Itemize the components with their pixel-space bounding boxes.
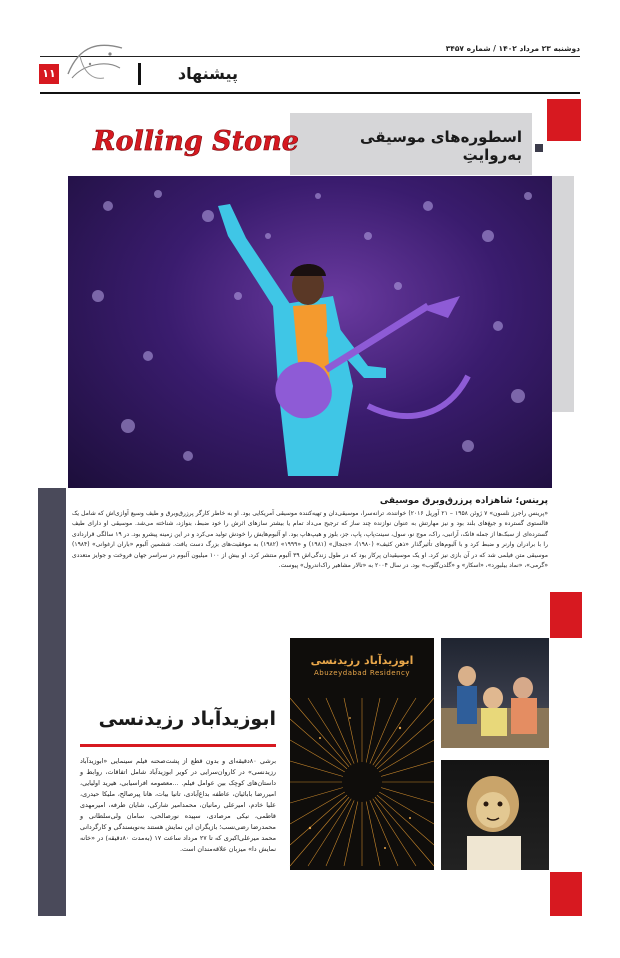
prince-article-heading: پرینس؛ شاهزاده پرزرق‌وبرق موسیقی	[379, 496, 548, 506]
film-title-underline	[80, 744, 276, 747]
stage-photo-lion-mask	[441, 760, 549, 870]
prince-article-body: «پرینس راجرز نلسون» ۷ ژوئن ۱۹۵۸ – ۲۱ آوریل ۲۰۱۶) خواننده، ترانه‌سرا، موسیقی‌دان و تهیه‌کننده موسیقی آمریکایی بود. او به خاطر کارگر پرزرق‌وبرق و طیف وسیع آوازی‌اش که شامل یک فالستوی گسترده و جیغ‌های بلند بود و نیز مهارتش به عنوان نوازنده چند ساز که ترجیح می‌داد تمام یا بیشتر سازهای اثرش را خود ضبط، بنوازد، شناخته می‌شد. موسیقی او دارای طیف گسترده‌ای از سبک‌ها از جمله فانک، آرانبی، راک، موج نو، سول، سینت‌پاپ، پاپ، جز، بلوز و هیپ‌هاپ بود. او آلبوم‌هایش را خودش تولید می‌کرد و در این زمینه پیشرو بود. در ۱۹ سالگی قراردادی را با برادران وارنر و ضبط کرد و با آلبوم‌های تأثیرگذار «ذهن کثیف» (۱۹۸۰)، «جنجال» (۱۹۸۱) و «۱۹۹۹» (۱۹۸۲) به موفقیت‌های بزرگ دست یافت. ششمین آلبوم «باران ارغوانی» (۱۹۸۴) موسیقی متن فیلمی شد که در آن بازی نیز کرد. او یک موسیقیدان پرکار بود که در طول زندگی‌اش ۳۹ آلبوم منتشر کرد. او بیش از ۱۰۰ میلیون آلبوم در سراسر جهان فروخت و جوایز متعددی «گرمی»، «نماد بیلبورد»، «اسکار» و «گلدن‌گلوب» بود. در سال ۲۰۰۴ به «تالار مشاهیر راک‌اندرول» پیوست.	[72, 510, 548, 570]
poster-subtitle: Abuzeydabad Residency	[313, 669, 411, 677]
red-accent-block	[547, 99, 581, 141]
film-article-body: برشی ۸۰دقیقه‌ای و بدون قطع از پشت‌صحنه فیلم سینمایی «ابوزیدآباد رزیدنسی» در کاروان‌سرایی در کویر ابوزیدآباد شامل اتفاقات، روابط و داستان‌های کوچک بین عوامل فیلم. ...معصومه افراسیابی، هیرید اولیایی، امیررضا بابائیان، عاطفه بداغ‌آبادی، تانیا بیات، هانا پیرصالح، ملیکا حیدری، علیا خادم، امیرعلی رمانیان، محمدامیر شارکی، شایان طرفه، امیرمهدی قاطمی، نیکی مرصادی، سپیده نورصالحی، سامان ولی‌سلطانی و محمدرضا رضی‌نسب؛ بازیگران این نمایش هستند به‌نویسندگی و کارگردانی محمد میرعلی‌اکبری که تا ۲۷ مرداد ساعت ۱۷ (به‌مدت ۸۰دقیقه) در «خانه نمایش دا» میزبان علاقه‌مندان است.	[80, 757, 276, 853]
svg-text:Rolling Stone: Rolling Stone	[93, 126, 299, 157]
header-bottom-rule	[40, 92, 580, 94]
section-divider-bar	[138, 63, 141, 85]
left-side-block	[38, 488, 66, 916]
film-article-title: ابوزیدآباد رزیدنسی	[98, 708, 276, 730]
stage-photo-actors	[441, 638, 549, 748]
red-accent-block	[550, 872, 582, 916]
photo-side-panel	[550, 176, 574, 412]
issue-date-line: دوشنبه ۲۳ مرداد ۱۴۰۲ / شماره ۳۴۵۷	[445, 44, 580, 53]
section-title: پیشنهاد	[177, 64, 238, 83]
bullet-square	[535, 144, 543, 152]
masthead-logo	[60, 34, 130, 88]
feature-title: اسطوره‌های موسیقی به‌روایتِ	[360, 128, 522, 164]
red-accent-block	[550, 592, 582, 638]
poster-title: ابوزیدآباد رزیدنسی	[310, 654, 414, 667]
film-poster	[290, 638, 434, 870]
prince-concert-photo	[68, 176, 552, 488]
page-number-badge: ۱۱	[39, 64, 59, 84]
poster-burst-art	[290, 698, 434, 866]
rolling-stone-logo	[93, 118, 299, 162]
